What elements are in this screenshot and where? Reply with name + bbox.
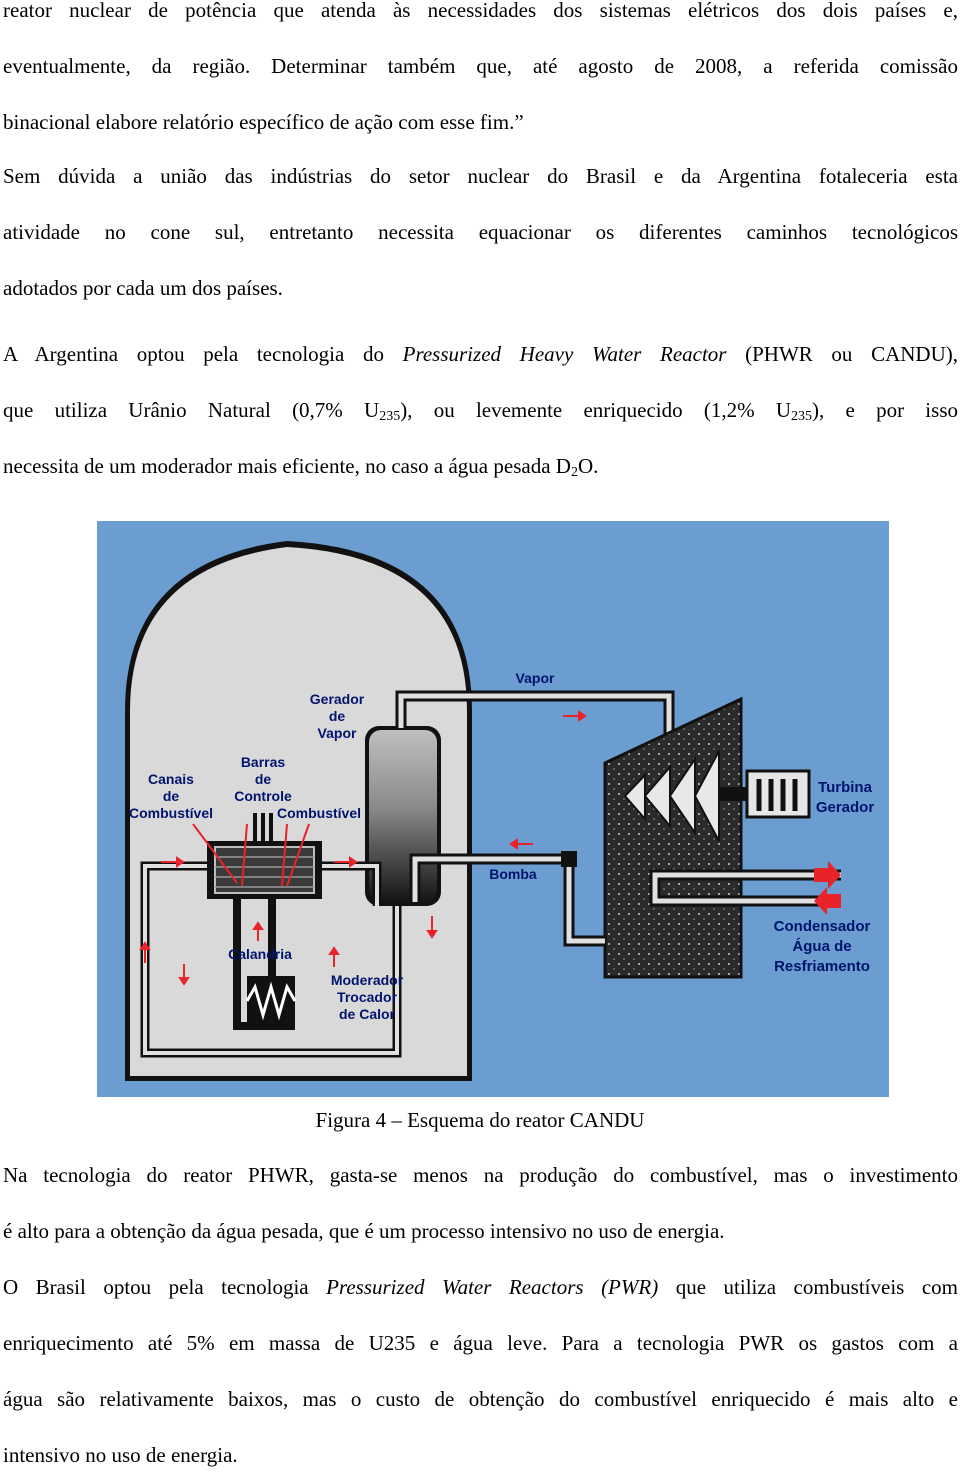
text-line: reator nuclear de potência que atenda às necessidades dos sistemas elétricos dos dois países e, [3,0,958,22]
label-control-rods-2: de [254,771,272,787]
text-line: binacional elabore relatório específico de ação com esse fim.” [3,110,524,134]
text-line: é alto para a obtenção da água pesada, que é um processo intensivo no uso de energia. [3,1219,725,1243]
text-line: atividade no cone sul, entretanto necessita equacionar os diferentes caminhos tecnológicos [3,220,958,244]
control-rods [253,813,273,843]
text-line: enriquecimento até 5% em massa de U235 e água leve. Para a tecnologia PWR os gastos com a [3,1331,958,1355]
reactor-name-italic: Pressurized Water Reactors (PWR) [326,1275,659,1299]
label-vapor: Vapor [515,670,555,686]
candu-reactor-diagram [97,521,889,1097]
label-generator: Gerador [815,799,875,816]
turbine-shaft [719,787,747,801]
paragraph-phwr-costs [3,1147,958,1259]
label-turbine: Turbina [818,779,872,796]
label-steam-generator-2: de [328,708,346,724]
paragraph-treaty-end [3,0,958,150]
text-run: que utiliza Urânio Natural (0,7% U [3,398,380,422]
generator [747,771,809,817]
label-pump: Bomba [489,866,537,882]
text-line: intensivo no uso de energia. [3,1443,238,1467]
text-run: A Argentina optou pela tecnologia do [3,342,403,366]
label-calandria: Calandria [228,946,292,962]
subscript: 235 [379,409,401,424]
label-fuel-channels-1: Canais [148,771,194,787]
text-line: água são relativamente baixos, mas o custo de obtenção do combustível enriquecido é mais alto e [3,1387,958,1411]
paragraph-brazil-pwr [3,1259,958,1483]
label-steam-generator-3: Vapor [317,725,357,741]
label-condenser-3: Resfriamento [774,958,870,975]
subscript: 2 [570,465,578,480]
text-run: (PHWR ou CANDU), [726,342,958,366]
text-run: O Brasil optou pela tecnologia [3,1275,327,1299]
text-run: O. [577,454,599,478]
text-run: necessita de um moderador mais eficiente, no caso a água pesada D [3,454,571,478]
label-steam-generator-1: Gerador [309,691,365,707]
text-run: que utiliza combustíveis com [658,1275,958,1299]
text-run: ), e por isso [812,398,958,422]
text-line: adotados por cada um dos países. [3,276,283,300]
text-line [3,326,958,382]
text-line: eventualmente, da região. Determinar também que, até agosto de 2008, a referida comissão [3,54,958,78]
label-control-rods-3: Controle [234,788,292,804]
text-line: Na tecnologia do reator PHWR, gasta-se menos na produção do combustível, mas o investimento [3,1163,958,1187]
pump [561,851,577,867]
reactor-name-italic: Pressurized Heavy Water Reactor [402,342,727,366]
figure-caption: Figura 4 – Esquema do reator CANDU [315,1108,645,1132]
subscript: 235 [791,409,813,424]
label-moderator-2: Trocador [337,989,397,1005]
text-line [3,1259,958,1315]
label-condenser-1: Condensador [773,918,871,935]
paragraph-industry-union [3,148,958,316]
text-line: Sem dúvida a união das indústrias do setor nuclear do Brasil e da Argentina fotaleceria esta [3,164,958,188]
label-moderator-3: de Calor [338,1006,396,1022]
label-moderator-1: Moderador [330,972,404,988]
paragraph-argentina-phwr [3,326,958,494]
label-fuel-channels-2: de [162,788,180,804]
text-line [3,382,958,438]
label-fuel-channels-3: Combustível [128,805,214,821]
label-control-rods-1: Barras [240,754,286,770]
label-fuel: Combustível [276,805,362,821]
text-run: ), ou levemente enriquecido (1,2% U [400,398,792,422]
text-line [3,438,958,494]
label-condenser-2: Água de [792,938,852,955]
